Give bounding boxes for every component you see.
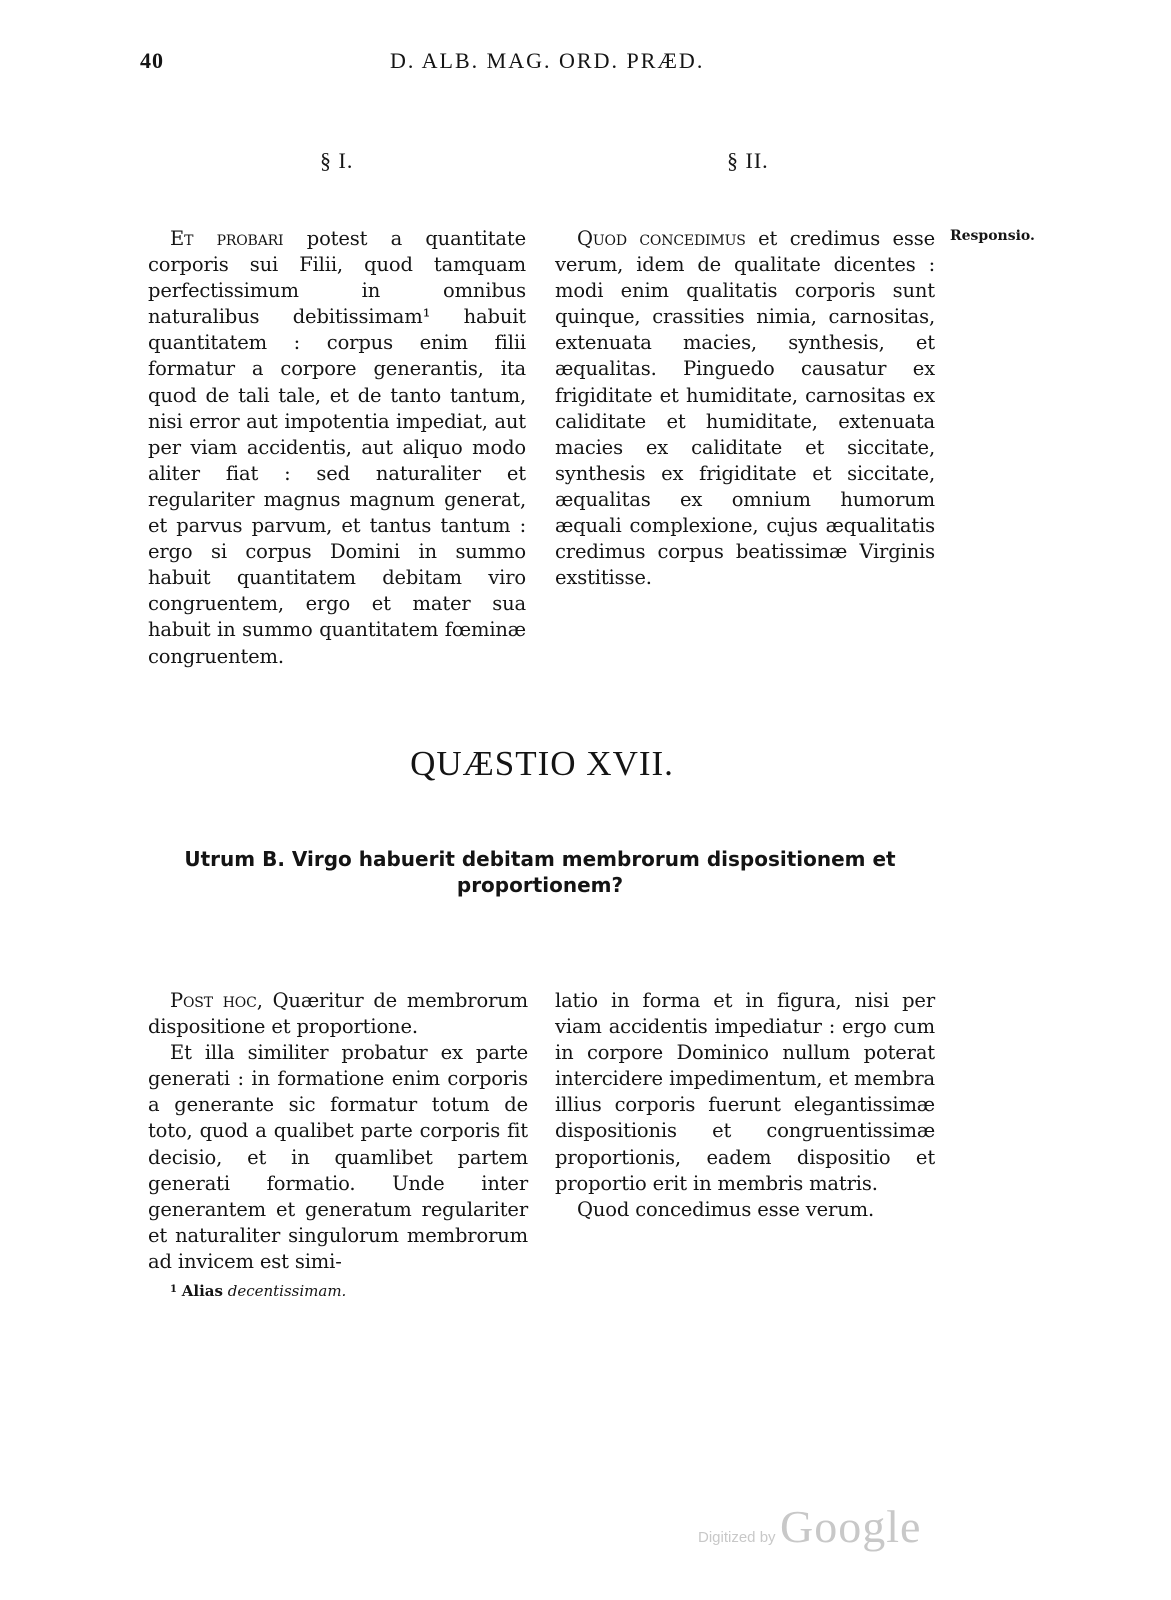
section-1-lead: Et probari (170, 227, 284, 250)
section-1-text (148, 226, 526, 670)
margin-note: Responsio. (950, 228, 1035, 244)
footnote-text: decentissimam. (227, 1282, 347, 1300)
question-column-2 (555, 988, 935, 1223)
question-title: QUÆSTIO XVII. (410, 744, 674, 783)
section-1-body: potest a quantitate corporis sui Filii, quod tamquam perfectissimum in omnibus naturalibus debitissimam¹ habuit quantitatem : corpus enim filii formatur a corpore generantis, ita quod de tali tale, et de tanto tantum, nisi error aut impotentia impediat, aut per viam accidentis, aut aliquo modo aliter fiat : sed naturaliter et regulariter magnus magnum generat, et parvus parvum, et tantus tantum : ergo si corpus Domini in summo habuit quantitatem debitam viro congruentem, ergo et mater sua habuit in summo quantitatem fœminæ congruentem. (148, 227, 526, 668)
section-2-lead: Quod concedimus (577, 227, 746, 250)
question-para2-part2: latio in forma et in figura, nisi per viam accidentis impediatur : ergo cum in corpore Dominico nullum poterat intercidere impedimentum, et membra illius corporis fuerunt elegantissimæ dispositionis et congruentissimæ proportionis, eadem dispositio et proportio erit in membris matris. (555, 989, 935, 1195)
footnote-label: Alias (181, 1282, 223, 1300)
watermark-prefix: Digitized by (698, 1529, 776, 1546)
google-logo: Google (780, 1501, 922, 1552)
question-para2-part1: Et illa similiter probatur ex parte generati : in formatione enim corporis a generante sic formatur totum de toto, quod a qualibet parte corporis fit decisio, et in quamlibet partem generati formatio. Unde inter generantem et generatum regulariter et naturaliter singulorum membrorum ad invicem est simi- (148, 1041, 528, 1273)
page-number: 40 (140, 48, 164, 73)
section-2-text (555, 226, 935, 591)
question-para1-lead: Post hoc, (170, 989, 263, 1012)
question-column-1 (148, 988, 528, 1275)
question-para1-body: Quæritur de membrorum dispositione et proportione. (148, 989, 528, 1039)
question-subtitle: Utrum B. Virgo habuerit debitam membrorum dispositionem et proportionem? (184, 847, 896, 897)
footnote-mark: 1 (170, 1284, 177, 1295)
section-2-body: et credimus esse verum, idem de qualitate dicentes : modi enim qualitatis corporis sunt quinque, crassities nimia, carnositas, extenuata macies, synthesis, et æqualitas. Pinguedo causatur ex frigiditate et humiditate, carnositas ex caliditate et humiditate, extenuata macies ex caliditate et siccitate, synthesis ex frigiditate et siccitate, æqualitas ex omnium humorum æquali complexione, cujus æqualitatis credimus corpus beatissimæ Virginis exstitisse. (555, 227, 935, 590)
running-head: D. ALB. MAG. ORD. PRÆD. (390, 48, 705, 73)
footnote (170, 1282, 346, 1300)
section-2-heading: § II. (727, 148, 769, 173)
section-1-heading: § I. (320, 148, 354, 173)
digitized-by-google-watermark (698, 1500, 921, 1553)
question-para3: Quod concedimus esse verum. (577, 1197, 874, 1221)
